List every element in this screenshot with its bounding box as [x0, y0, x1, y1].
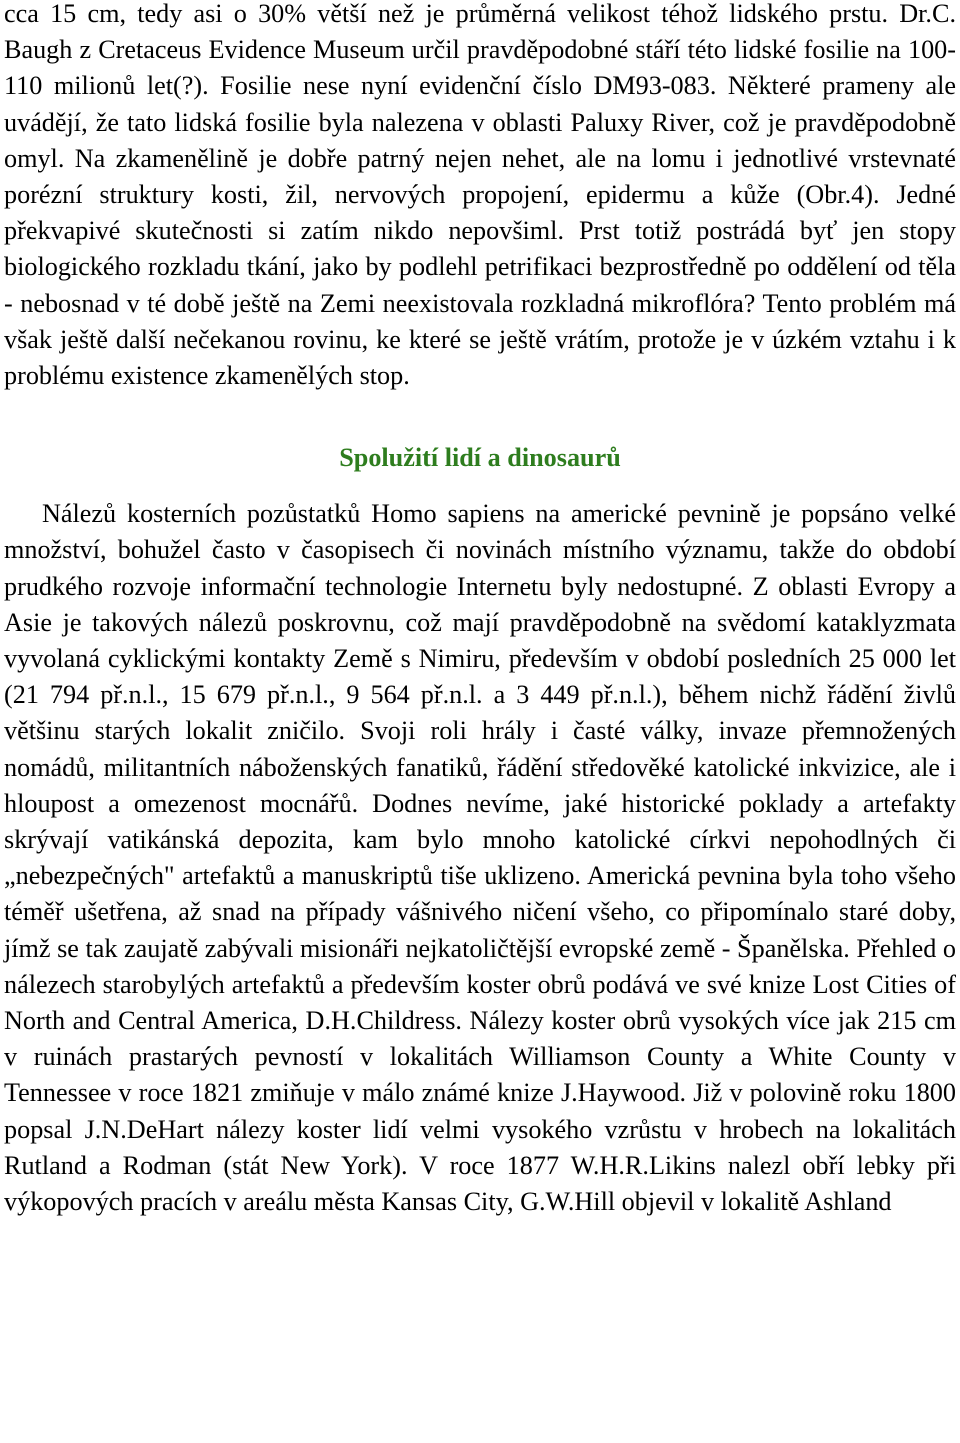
paragraph-human-remains: Nálezů kosterních pozůstatků Homo sapiens na americké pevnině je popsáno velké množství, bohužel často v časopisech či novinách místního významu, takže do období prudkého rozvoje informační technologie Internetu byly nedostupné. Z oblasti Evropy a Asie je takových nálezů poskrovnu, což mají pravděpodobně na svědomí kataklyzmata vyvolaná cyklickými kontakty Země s Nimiru, především v období posledních 25 000 let (21 794 př.n.l., 15 679 př.n.l., 9 564 př.n.l. a 3 449 př.n.l.), během nichž řádění živlů většinu starých lokalit zničilo. Svoji roli hrály i časté války, invaze přemnožených nomádů, militantních náboženských fanatiků, řádění středověké katolické inkvizice, ale i hloupost a omezenost mocnářů. Dodnes nevíme, jaké historické poklady a artefakty skrývají vatikánská depozita, kam bylo mnoho katolické církvi nepohodlných či „nebezpečných" artefaktů a manuskriptů tiše uklizeno. Americká pevnina byla toho všeho téměř ušetřena, až snad na případy vášnivého ničení všeho, co připomínalo staré doby, jímž se tak zaujatě zabývali misionáři nejkatoličtější evropské země - Španělska. Přehled o nálezech starobylých artefaktů a především koster obrů podává ve své knize Lost Cities of North and Central America, D.H.Childress. Nálezy koster obrů vysokých více jak 215 cm v ruinách prastarých pevností v lokalitách Williamson County a White County v Tennessee v roce 1821 zmiňuje v málo známé knize J.Haywood. Již v polovině roku 1800 popsal J.N.DeHart nálezy koster lidí velmi vysokého vzrůstu v hrobech na lokalitách Rutland a Rodman (stát New York). V roce 1877 W.H.R.Likins nalezl obří lebky při výkopových pracích v areálu města Kansas City, G.W.Hill objevil v lokalitě Ashland	[4, 499, 956, 1217]
section-heading: Spolužití lidí a dinosaurů	[339, 443, 621, 473]
paragraph-fossil-finger: cca 15 cm, tedy asi o 30% větší než je průměrná velikost téhož lidského prstu. Dr.C. Baugh z Cretaceus Evidence Museum určil pravděpodobné stáří této lidské fosilie na 100-110 milionů let(?). Fosilie nese nyní evidenční číslo DM93-083. Některé prameny ale uvádějí, že tato lidská fosilie byla nalezena v oblasti Paluxy River, což je pravděpodobně omyl. Na zkamenělině je dobře patrný nejen nehet, ale na lomu i jednotlivé vrstevnaté porézní struktury kosti, žil, nervových propojení, epidermu a kůže (Obr.4). Jedné překvapivé skutečnosti si zatím nikdo nepovšiml. Prst totiž postrádá byť jen stopy biologického rozkladu tkání, jako by podlehl petrifikaci bezprostředně po oddělení od těla - nebosnad v té době ještě na Zemi neexistovala rozkladná mikroflóra? Tento problém má však ještě další nečekanou rovinu, ke které se ještě vrátím, protože je v úzkém vztahu i k problému existence zkamenělých stop.	[4, 0, 956, 391]
